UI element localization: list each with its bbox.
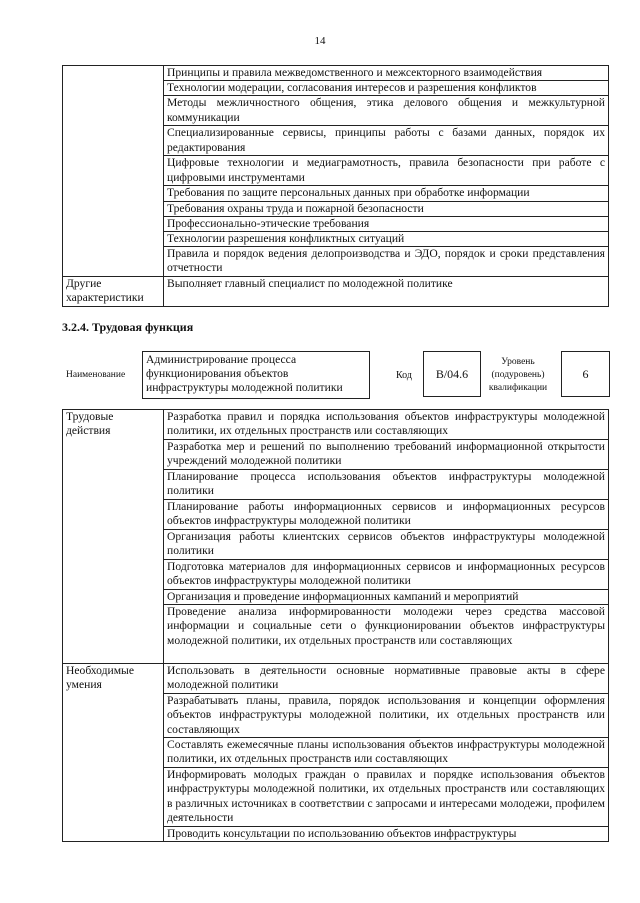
other-characteristics-label: Другие характеристики xyxy=(63,277,164,307)
empty-label-cell xyxy=(63,66,164,277)
labor-action-item: Проведение анализа информированности молодежи через средства массовой информации и социальные сети о функционировании объектов инфраструктуры молодежной политики, их отдельных пространств или составляющих xyxy=(164,605,609,664)
labor-action-item: Планирование работы информационных сервисов и информационных ресурсов объектов инфраструктуры молодежной политики xyxy=(164,500,609,530)
knowledge-row: Методы межличностного общения, этика делового общения и межкультурной коммуникации xyxy=(164,96,609,126)
labor-action-item: Организация работы клиентских сервисов объектов инфраструктуры молодежной политики xyxy=(164,530,609,560)
qualification-level-label: Уровень (подуровень) квалификации xyxy=(488,357,548,393)
knowledge-row: Правила и порядок ведения делопроизводства и ЭДО, порядок и сроки представления отчетности xyxy=(164,247,609,277)
knowledge-row: Специализированные сервисы, принципы работы с базами данных, порядок их редактирования xyxy=(164,126,609,156)
code-value: B/04.6 xyxy=(423,351,481,397)
knowledge-row: Цифровые технологии и медиаграмотность, правила безопасности при работе с цифровыми инструментами xyxy=(164,156,609,186)
skill-item: Составлять ежемесячные планы использования объектов инфраструктуры молодежной политики, их отдельных пространств или составляющих xyxy=(164,738,609,768)
knowledge-row: Требования охраны труда и пожарной безопасности xyxy=(164,201,609,216)
labor-action-item: Разработка мер и решений по выполнению требований информационной открытости учреждений молодежной политики xyxy=(164,440,609,470)
skill-item: Разрабатывать планы, правила, порядок использования и концепции оформления объектов инфраструктуры молодежной политики, их отдельных пространств или составляющих xyxy=(164,694,609,738)
other-characteristics-value: Выполняет главный специалист по молодежной политике xyxy=(164,277,609,307)
page-number: 14 xyxy=(314,35,326,47)
function-name-box: Администрирование процесса функционирования объектов инфраструктуры молодежной политики xyxy=(142,351,370,399)
knowledge-row: Требования по защите персональных данных при обработке информации xyxy=(164,186,609,201)
knowledge-row: Технологии модерации, согласования интересов и разрешения конфликтов xyxy=(164,81,609,96)
skill-item: Проводить консультации по использованию объектов инфраструктуры xyxy=(164,827,609,842)
knowledge-row: Принципы и правила межведомственного и межсекторного взаимодействия xyxy=(164,66,609,81)
labor-function-table xyxy=(62,409,609,842)
labor-action-item: Разработка правил и порядка использования объектов инфраструктуры молодежной политики, их отдельных пространств или составляющих xyxy=(164,410,609,440)
section-title: 3.2.4. Трудовая функция xyxy=(62,320,194,334)
skill-item: Использовать в деятельности основные нормативные правовые акты в сфере молодежной политики xyxy=(164,664,609,694)
labor-action-item: Организация и проведение информационных кампаний и мероприятий xyxy=(164,590,609,605)
name-label: Наименование xyxy=(66,370,126,380)
knowledge-row: Профессионально-этические требования xyxy=(164,216,609,231)
labor-action-item: Подготовка материалов для информационных сервисов и информационных ресурсов объектов инфраструктуры молодежной политики xyxy=(164,560,609,590)
labor-action-item: Планирование процесса использования объектов инфраструктуры молодежной политики xyxy=(164,470,609,500)
labor-actions-label: Трудовые действия xyxy=(63,410,164,664)
qualification-level-value: 6 xyxy=(561,351,610,397)
knowledge-row: Технологии разрешения конфликтных ситуаций xyxy=(164,232,609,247)
required-skills-label: Необходимые умения xyxy=(63,664,164,842)
code-label: Код xyxy=(396,370,412,381)
knowledge-table xyxy=(62,65,609,307)
skill-item: Информировать молодых граждан о правилах и порядке использования объектов инфраструктуры молодежной политики, их отдельных пространств или составляющих в различных источниках в соответствии с запросами и интересами молодежи, профилем деятельности xyxy=(164,768,609,827)
